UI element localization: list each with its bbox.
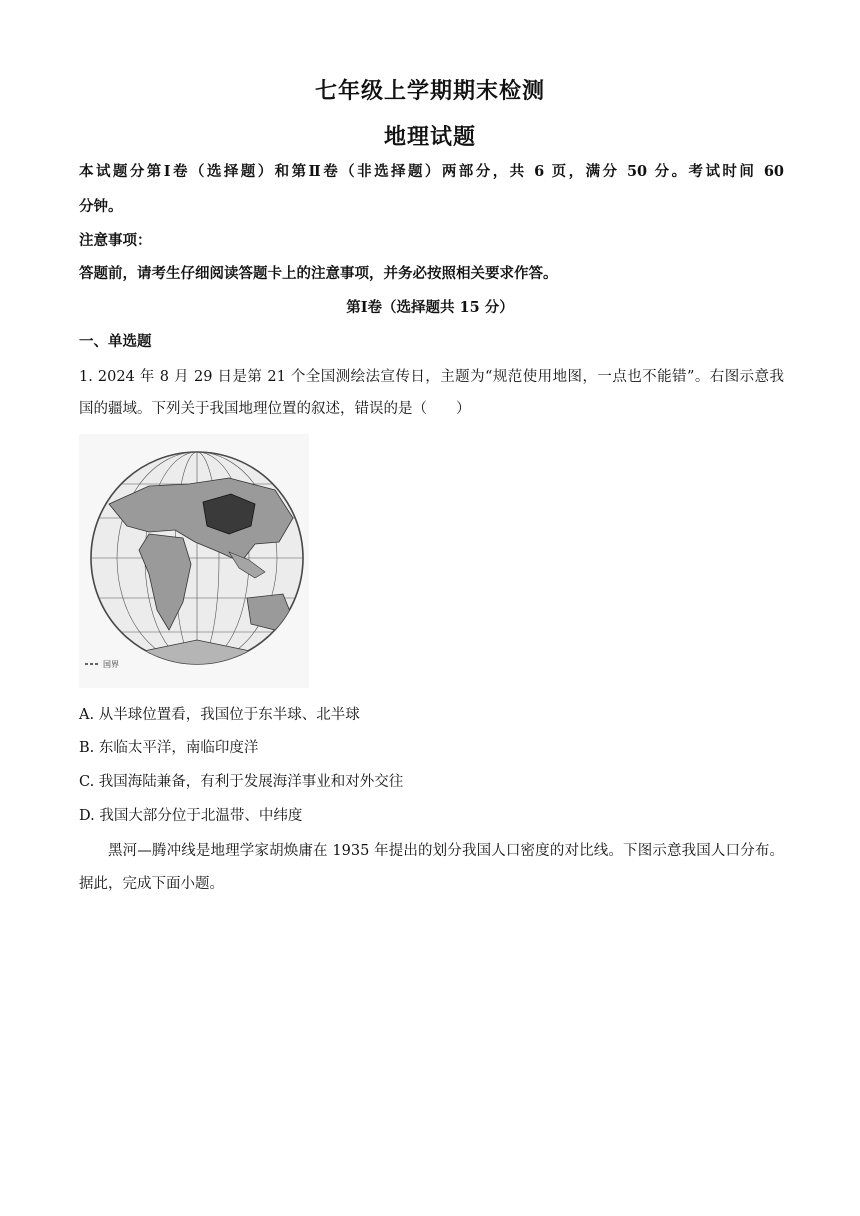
- exam-title: 七年级上学期期末检测: [314, 78, 545, 104]
- part-title: 一、单选题: [79, 333, 152, 350]
- option-c: C. 我国海陆兼备，有利于发展海洋事业和对外交往: [79, 774, 404, 790]
- passage-line-1: 黑河—腾冲线是地理学家胡焕庸在 1935 年提出的划分我国人口密度的对比线。下图示意我国人口分布。: [108, 843, 784, 859]
- legend-label: 国界: [103, 660, 119, 669]
- globe-map-image: [79, 434, 309, 688]
- notice-heading: 注意事项：: [79, 232, 152, 249]
- question-1-stem-line-2: 国的疆域。下列关于我国地理位置的叙述，错误的是（ ）: [79, 401, 471, 417]
- passage-line-2: 据此，完成下面小题。: [79, 876, 224, 892]
- notice-text: 答题前，请考生仔细阅读答题卡上的注意事项，并务必按照相关要求作答。: [79, 265, 558, 282]
- option-b: B. 东临太平洋，南临印度洋: [79, 740, 259, 756]
- option-d: D. 我国大部分位于北温带、中纬度: [79, 808, 303, 824]
- exam-subtitle: 地理试题: [383, 124, 476, 150]
- map-legend: [85, 660, 119, 669]
- intro-line-1: 本试题分第Ⅰ卷（选择题）和第Ⅱ卷（非选择题）两部分，共 6 页，满分 50 分。考试时间 60: [79, 163, 784, 180]
- volume-title: 第Ⅰ卷（选择题共 15 分）: [346, 299, 514, 316]
- question-1-stem-line-1: 1. 2024 年 8 月 29 日是第 21 个全国测绘法宣传日，主题为“规范使用地图，一点也不能错”。右图示意我: [79, 369, 784, 385]
- globe-figure: [79, 434, 309, 688]
- intro-line-2: 分钟。: [79, 198, 123, 215]
- option-a: A. 从半球位置看，我国位于东半球、北半球: [79, 707, 360, 723]
